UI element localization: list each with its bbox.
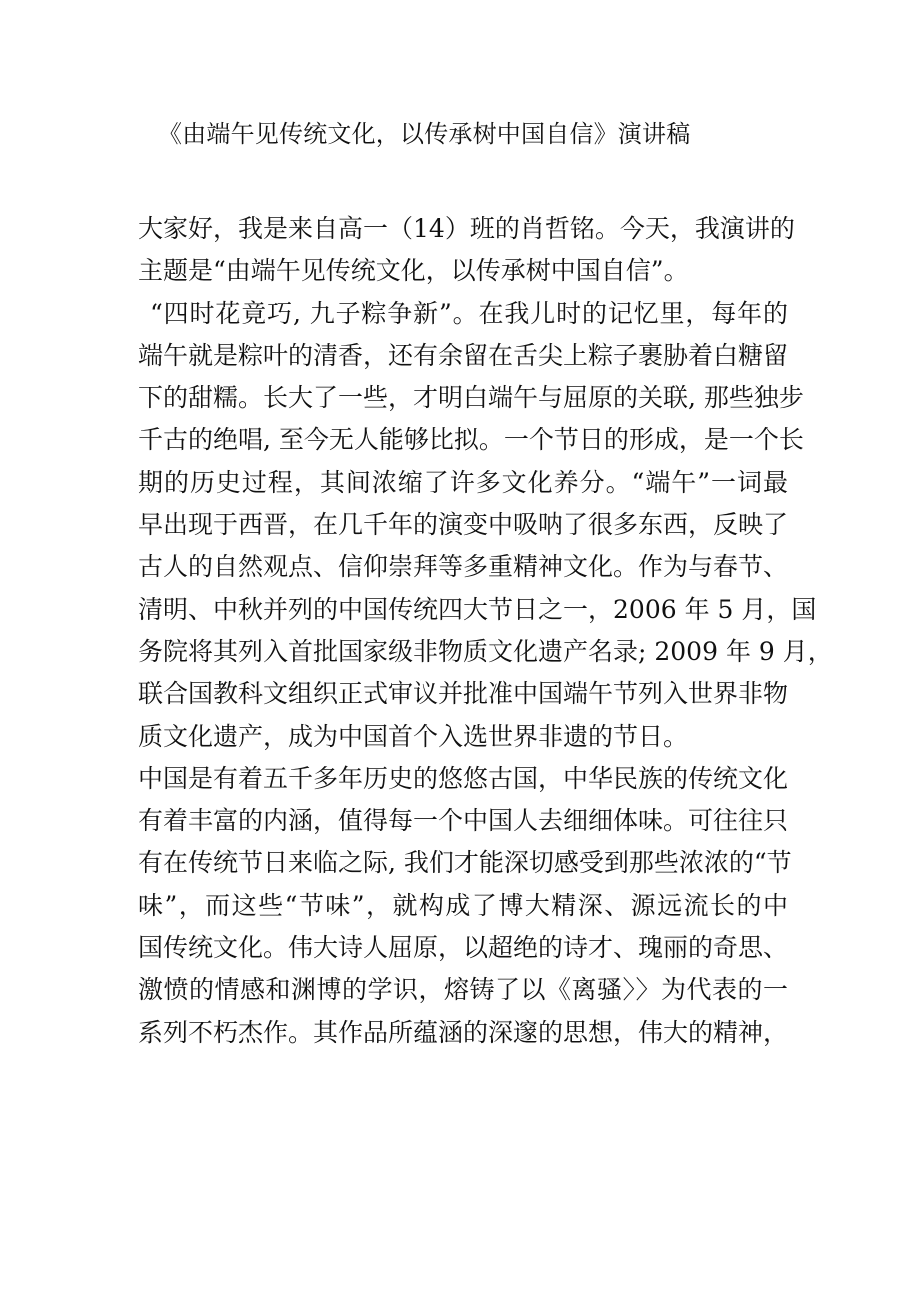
body-line: 古人的自然观点、信仰崇拜等多重精神文化。作为与春节、 [138,552,789,582]
body-line: 质文化遗产，成为中国首个入选世界非遗的节日。 [138,721,689,751]
body-line: 中国是有着五千多年历史的悠悠古国，中华民族的传统文化 [138,763,789,793]
body-line: 务院将其列入首批国家级非物质文化遗产名录; 2009 年 9 月， [138,636,833,666]
body-line: 味”，而这些“节味”，就构成了博大精深、源远流长的中 [138,890,788,920]
body-line: 国传统文化。伟大诗人屈原，以超绝的诗才、瑰丽的奇思、 [138,933,789,963]
body-line: 主题是“由端午见传统文化，以传承树中国自信”。 [138,256,689,286]
body-line: 千古的绝唱, 至今无人能够比拟。一个节日的形成，是一个长 [138,425,804,455]
body-line: 下的甜糯。长大了一些，才明白端午与屈原的关联, 那些独步 [138,383,804,413]
speech-body [138,208,833,1054]
body-line: 端午就是粽叶的清香，还有余留在舌尖上粽子裹胁着白糖留 [138,340,789,370]
body-line: 激愤的情感和渊博的学识，熔铸了以《离骚〉〉为代表的一 [138,975,788,1005]
body-line: 清明、中秋并列的中国传统四大节日之一，2006 年 5 月，国 [138,594,817,624]
body-line: 早出现于西晋，在几千年的演变中吸呐了很多东西，反映了 [138,510,789,540]
speech-title: 《由端午见传统文化，以传承树中国自信》演讲稿 [158,120,691,148]
body-line: 大家好，我是来自高一（14）班的肖哲铭。今天，我演讲的 [138,214,795,243]
body-line: 系列不朽杰作。其作品所蕴涵的深邃的思想，伟大的精神， [138,1017,789,1047]
body-line: “四时花竟巧, 九子粽争新”。在我儿时的记忆里，每年的 [150,298,788,328]
body-line: 有着丰富的内涵，值得每一个中国人去细细体味。可往往只 [138,806,789,836]
body-line: 期的历史过程，其间浓缩了许多文化养分。“端午”一词最 [138,467,788,497]
body-line: 联合国教科文组织正式审议并批准中国端午节列入世界非物 [138,679,789,709]
body-line: 有在传统节日来临之际, 我们才能深切感受到那些浓浓的“节 [138,848,792,878]
